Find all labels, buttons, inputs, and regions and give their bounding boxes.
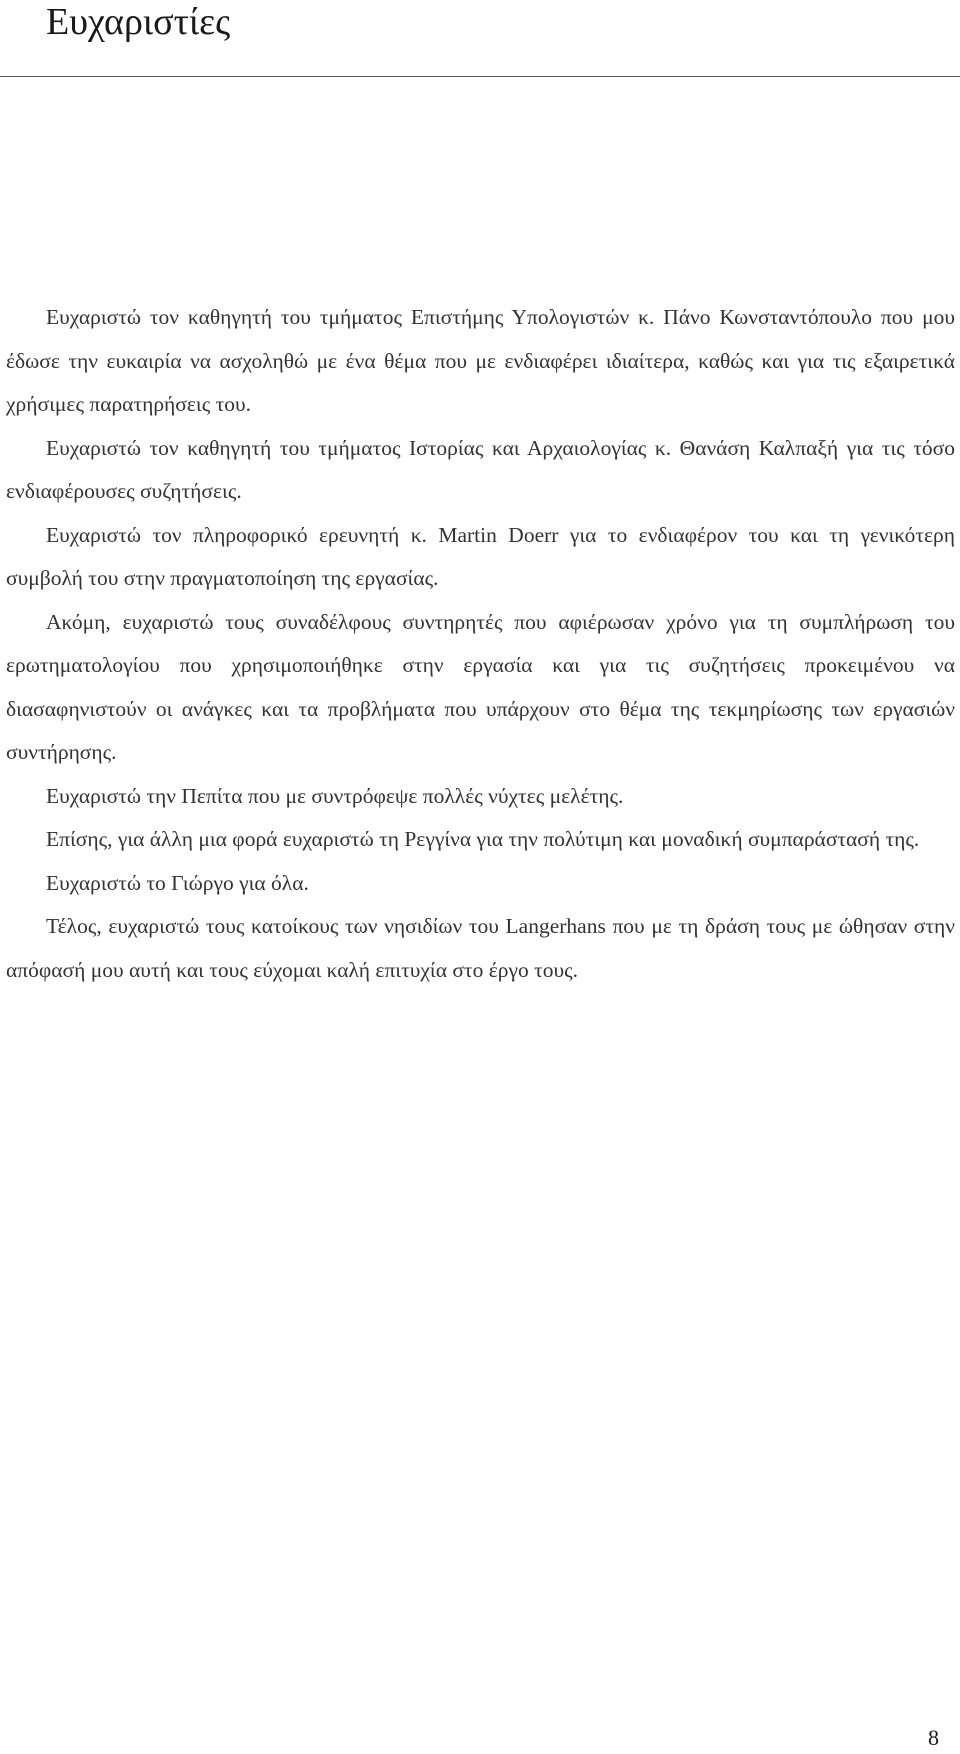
paragraph: Ευχαριστώ την Πεπίτα που με συντρόφεψε πολλές νύχτες μελέτης.: [46, 783, 624, 808]
paragraph: Επίσης, για άλλη μια φορά ευχαριστώ τη Ρεγγίνα για την πολύτιμη και μοναδική συμπαράστασή της.: [46, 827, 920, 851]
paragraph: Ευχαριστώ το Γιώργο για όλα.: [46, 870, 309, 895]
paragraph: Ευχαριστώ τον πληροφορικό ερευνητή κ. Martin Doerr για το ενδιαφέρον του και τη γενικότερη συμβολή του στην πραγματοποίηση της εργασίας.: [6, 522, 955, 590]
acknowledgements-body: [6, 296, 955, 992]
page-number: 8: [928, 1725, 939, 1750]
title-divider: [0, 76, 960, 77]
paragraph: Τέλος, ευχαριστώ τους κατοίκους των νησιδίων του Langerhans που με τη δράση τους με ώθησαν στην απόφασή μου αυτή και τους εύχομαι καλή επιτυχία στο έργο τους.: [6, 914, 955, 982]
paragraph: Ευχαριστώ τον καθηγητή του τμήματος Επιστήμης Υπολογιστών κ. Πάνο Κωνσταντόπουλο που μου έδωσε την ευκαιρία να ασχοληθώ με ένα θέμα που με ενδιαφέρει ιδιαίτερα, καθώς και για τις εξαιρετικά χρήσιμες παρατηρήσεις του.: [6, 305, 955, 416]
paragraph: Ακόμη, ευχαριστώ τους συναδέλφους συντηρητές που αφιέρωσαν χρόνο για τη συμπλήρωση του ερωτηματολογίου που χρησιμοποιήθηκε στην εργασία και για τις συζητήσεις προκειμένου να διασαφηνιστούν οι ανάγκες και τα προβλήματα που υπάρχουν στο θέμα της τεκμηρίωσης των εργασιών συντήρησης.: [6, 609, 955, 764]
page-title: Ευχαριστίες: [46, 1, 231, 43]
paragraph: Ευχαριστώ τον καθηγητή του τμήματος Ιστορίας και Αρχαιολογίας κ. Θανάση Καλπαξή για τις τόσο ενδιαφέρουσες συζητήσεις.: [6, 435, 955, 503]
